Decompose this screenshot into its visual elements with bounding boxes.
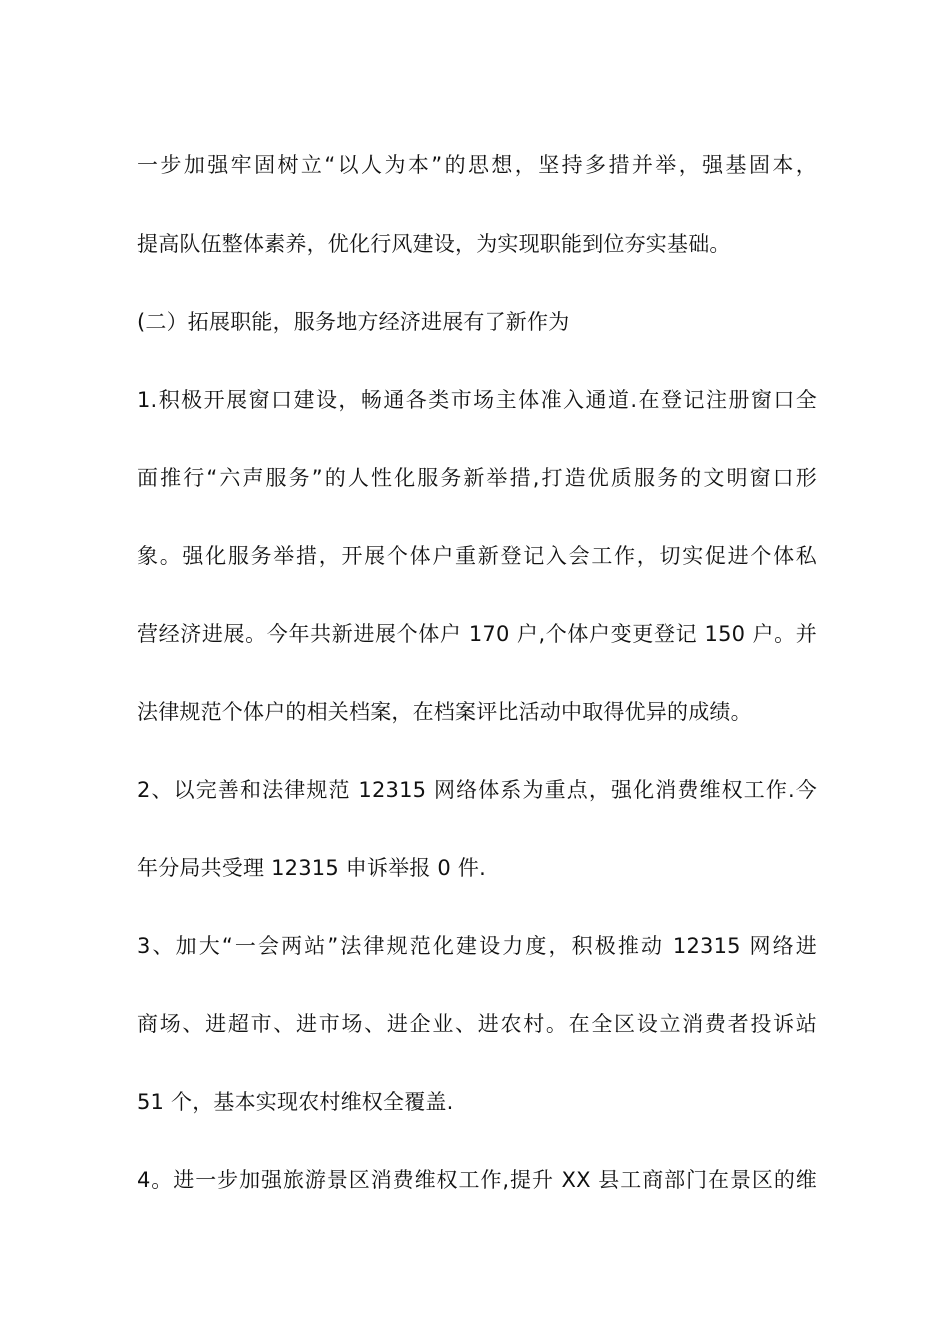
text-line-2: 提高队伍整体素养，优化行风建设，为实现职能到位夯实基础。: [137, 232, 731, 256]
text-line-7: 营经济进展。今年共新进展个体户 170 户,个体户变更登记 150 户。并: [137, 622, 817, 646]
text-line-11: 3、加大“一会两站”法律规范化建设力度，积极推动 12315 网络进: [137, 934, 817, 958]
text-line-1: 一步加强牢固树立“以人为本”的思想，坚持多措并举，强基固本，: [137, 153, 817, 177]
text-line-8: 法律规范个体户的相关档案，在档案评比活动中取得优异的成绩。: [137, 700, 752, 724]
text-line-13: 51 个，基本实现农村维权全覆盖.: [137, 1090, 454, 1114]
text-line-9: 2、以完善和法律规范 12315 网络体系为重点，强化消费维权工作.今: [137, 778, 817, 802]
text-line-12: 商场、进超市、进市场、进企业、进农村。在全区设立消费者投诉站: [137, 1012, 817, 1036]
text-line-10: 年分局共受理 12315 申诉举报 0 件.: [137, 856, 486, 880]
text-line-6: 象。强化服务举措，开展个体户重新登记入会工作，切实促进个体私: [137, 544, 817, 568]
text-line-14: 4。进一步加强旅游景区消费维权工作,提升 XX 县工商部门在景区的维: [137, 1168, 817, 1192]
text-line-4: 1.积极开展窗口建设，畅通各类市场主体准入通道.在登记注册窗口全: [137, 388, 817, 412]
text-line-5: 面推行“六声服务”的人性化服务新举措,打造优质服务的文明窗口形: [137, 466, 817, 490]
section-heading: (二）拓展职能，服务地方经济进展有了新作为: [137, 310, 570, 334]
